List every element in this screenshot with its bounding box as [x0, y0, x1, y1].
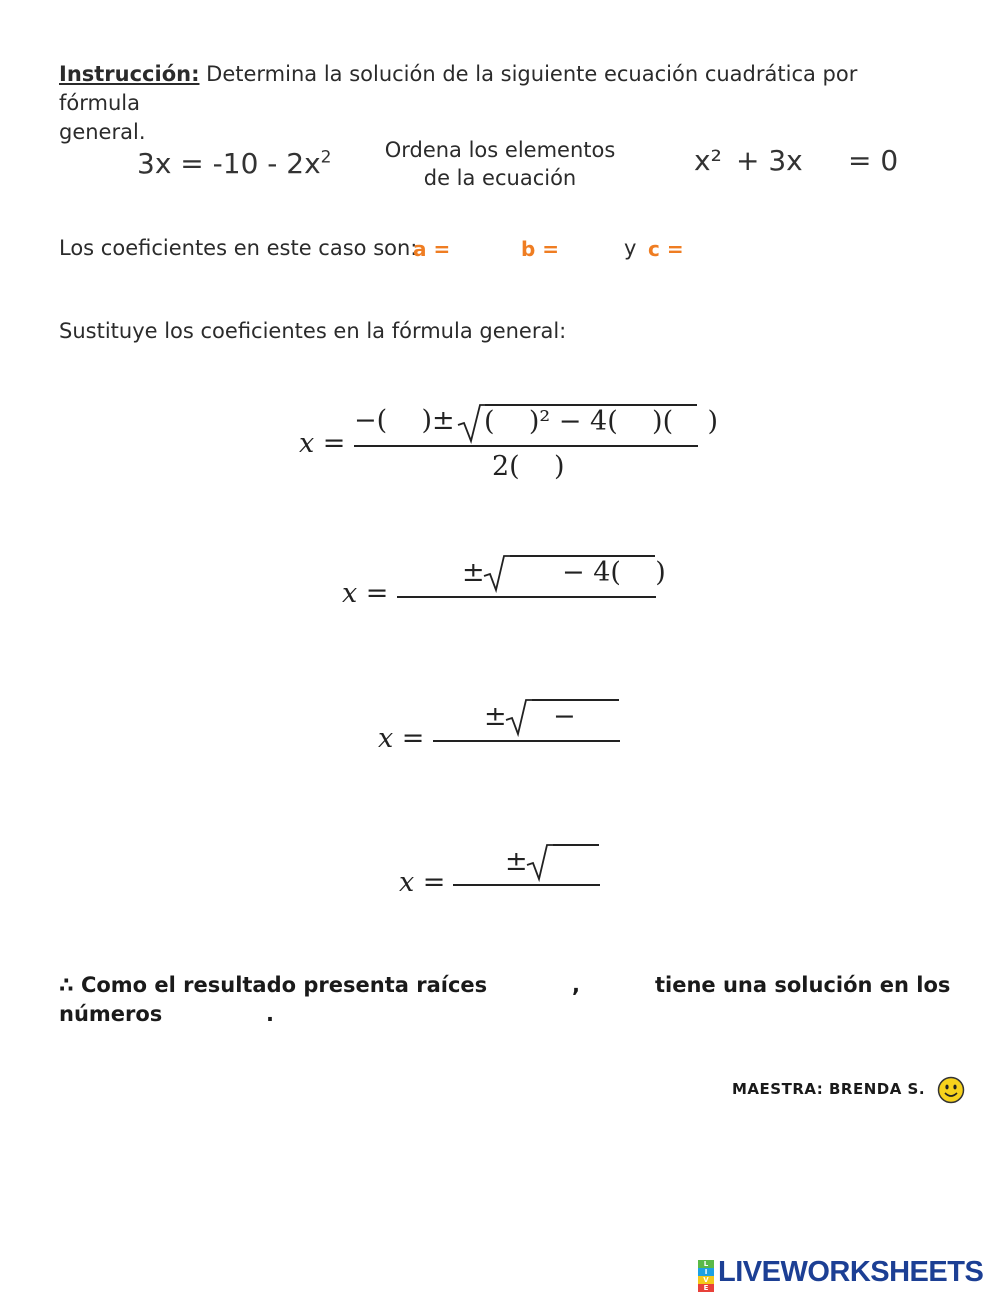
formula4-x-eq: x =	[399, 867, 446, 898]
formula1-x-eq: x =	[299, 428, 346, 459]
formula2-radicand: − 4( )	[562, 557, 666, 588]
order-label-line2: de la ecuación	[423, 166, 577, 190]
formula2-x-eq: x =	[342, 578, 389, 609]
instruction-text-line2: general.	[59, 120, 146, 144]
original-equation-exponent: 2	[320, 147, 332, 168]
conclusion-period: .	[266, 1002, 274, 1026]
conclusion-part1: Como el resultado presenta raíces	[80, 973, 488, 997]
coefficient-a-label: a =	[413, 237, 451, 261]
coefficient-y-label: y	[624, 236, 637, 260]
formula1-pm: ±	[432, 405, 455, 436]
formula1-fraction-bar	[354, 445, 698, 447]
formula2-pm: ±	[462, 557, 485, 588]
order-label-line1: Ordena los elementos	[384, 138, 616, 162]
formula3-radicand: −	[553, 701, 576, 732]
conclusion-part2: tiene una solución en los	[655, 973, 951, 997]
instruction-label: Instrucción:	[59, 62, 200, 86]
coefficient-c-label: c =	[648, 237, 684, 261]
conclusion-part3: números	[59, 1002, 163, 1026]
formula4-radical-sign	[525, 843, 555, 881]
formula4-radical-bar	[553, 844, 599, 846]
formula3-radical-sign	[504, 698, 534, 736]
liveworksheets-logo	[698, 1256, 984, 1292]
formula3-pm: ±	[484, 701, 507, 732]
conclusion-comma: ,	[572, 973, 580, 997]
formula1-radical-sign	[456, 403, 486, 443]
smiley-icon	[937, 1076, 965, 1104]
formula2-radical-sign	[482, 554, 512, 592]
order-label	[370, 136, 630, 192]
formula4-pm: ±	[505, 846, 528, 877]
conclusion-line1-left	[59, 973, 487, 997]
formula1-neg-b: −( )	[354, 405, 433, 436]
coefficient-b-label: b =	[521, 237, 560, 261]
original-equation: $3x = -10 - 2x^2$	[137, 147, 332, 180]
ordered-equals-zero: = 0	[848, 144, 899, 177]
ordered-bx-term: + 3x	[736, 144, 803, 177]
formula3-x-eq: x =	[378, 723, 425, 754]
formula3-fraction-bar	[433, 740, 620, 742]
formula1-radicand: ( )² − 4( )( )	[484, 406, 718, 437]
ordered-x2-term: x²	[694, 144, 722, 177]
therefore-symbol: ∴	[59, 973, 74, 997]
teacher-label: MAESTRA: BRENDA S.	[732, 1080, 926, 1098]
logo-mark-icon: L I V E	[698, 1260, 714, 1286]
formula1-denominator: 2( )	[492, 451, 565, 482]
substitute-text: Sustituye los coeficientes en la fórmula general:	[59, 319, 567, 343]
formula2-fraction-bar	[397, 596, 656, 598]
instruction-text: Determina la solución de la siguiente ecuación cuadrática por fórmula	[59, 62, 858, 115]
logo-text: LIVEWORKSHEETS	[718, 1256, 984, 1288]
instruction	[59, 60, 939, 147]
formula4-fraction-bar	[453, 884, 600, 886]
coefficients-text: Los coeficientes en este caso son:	[59, 236, 418, 260]
